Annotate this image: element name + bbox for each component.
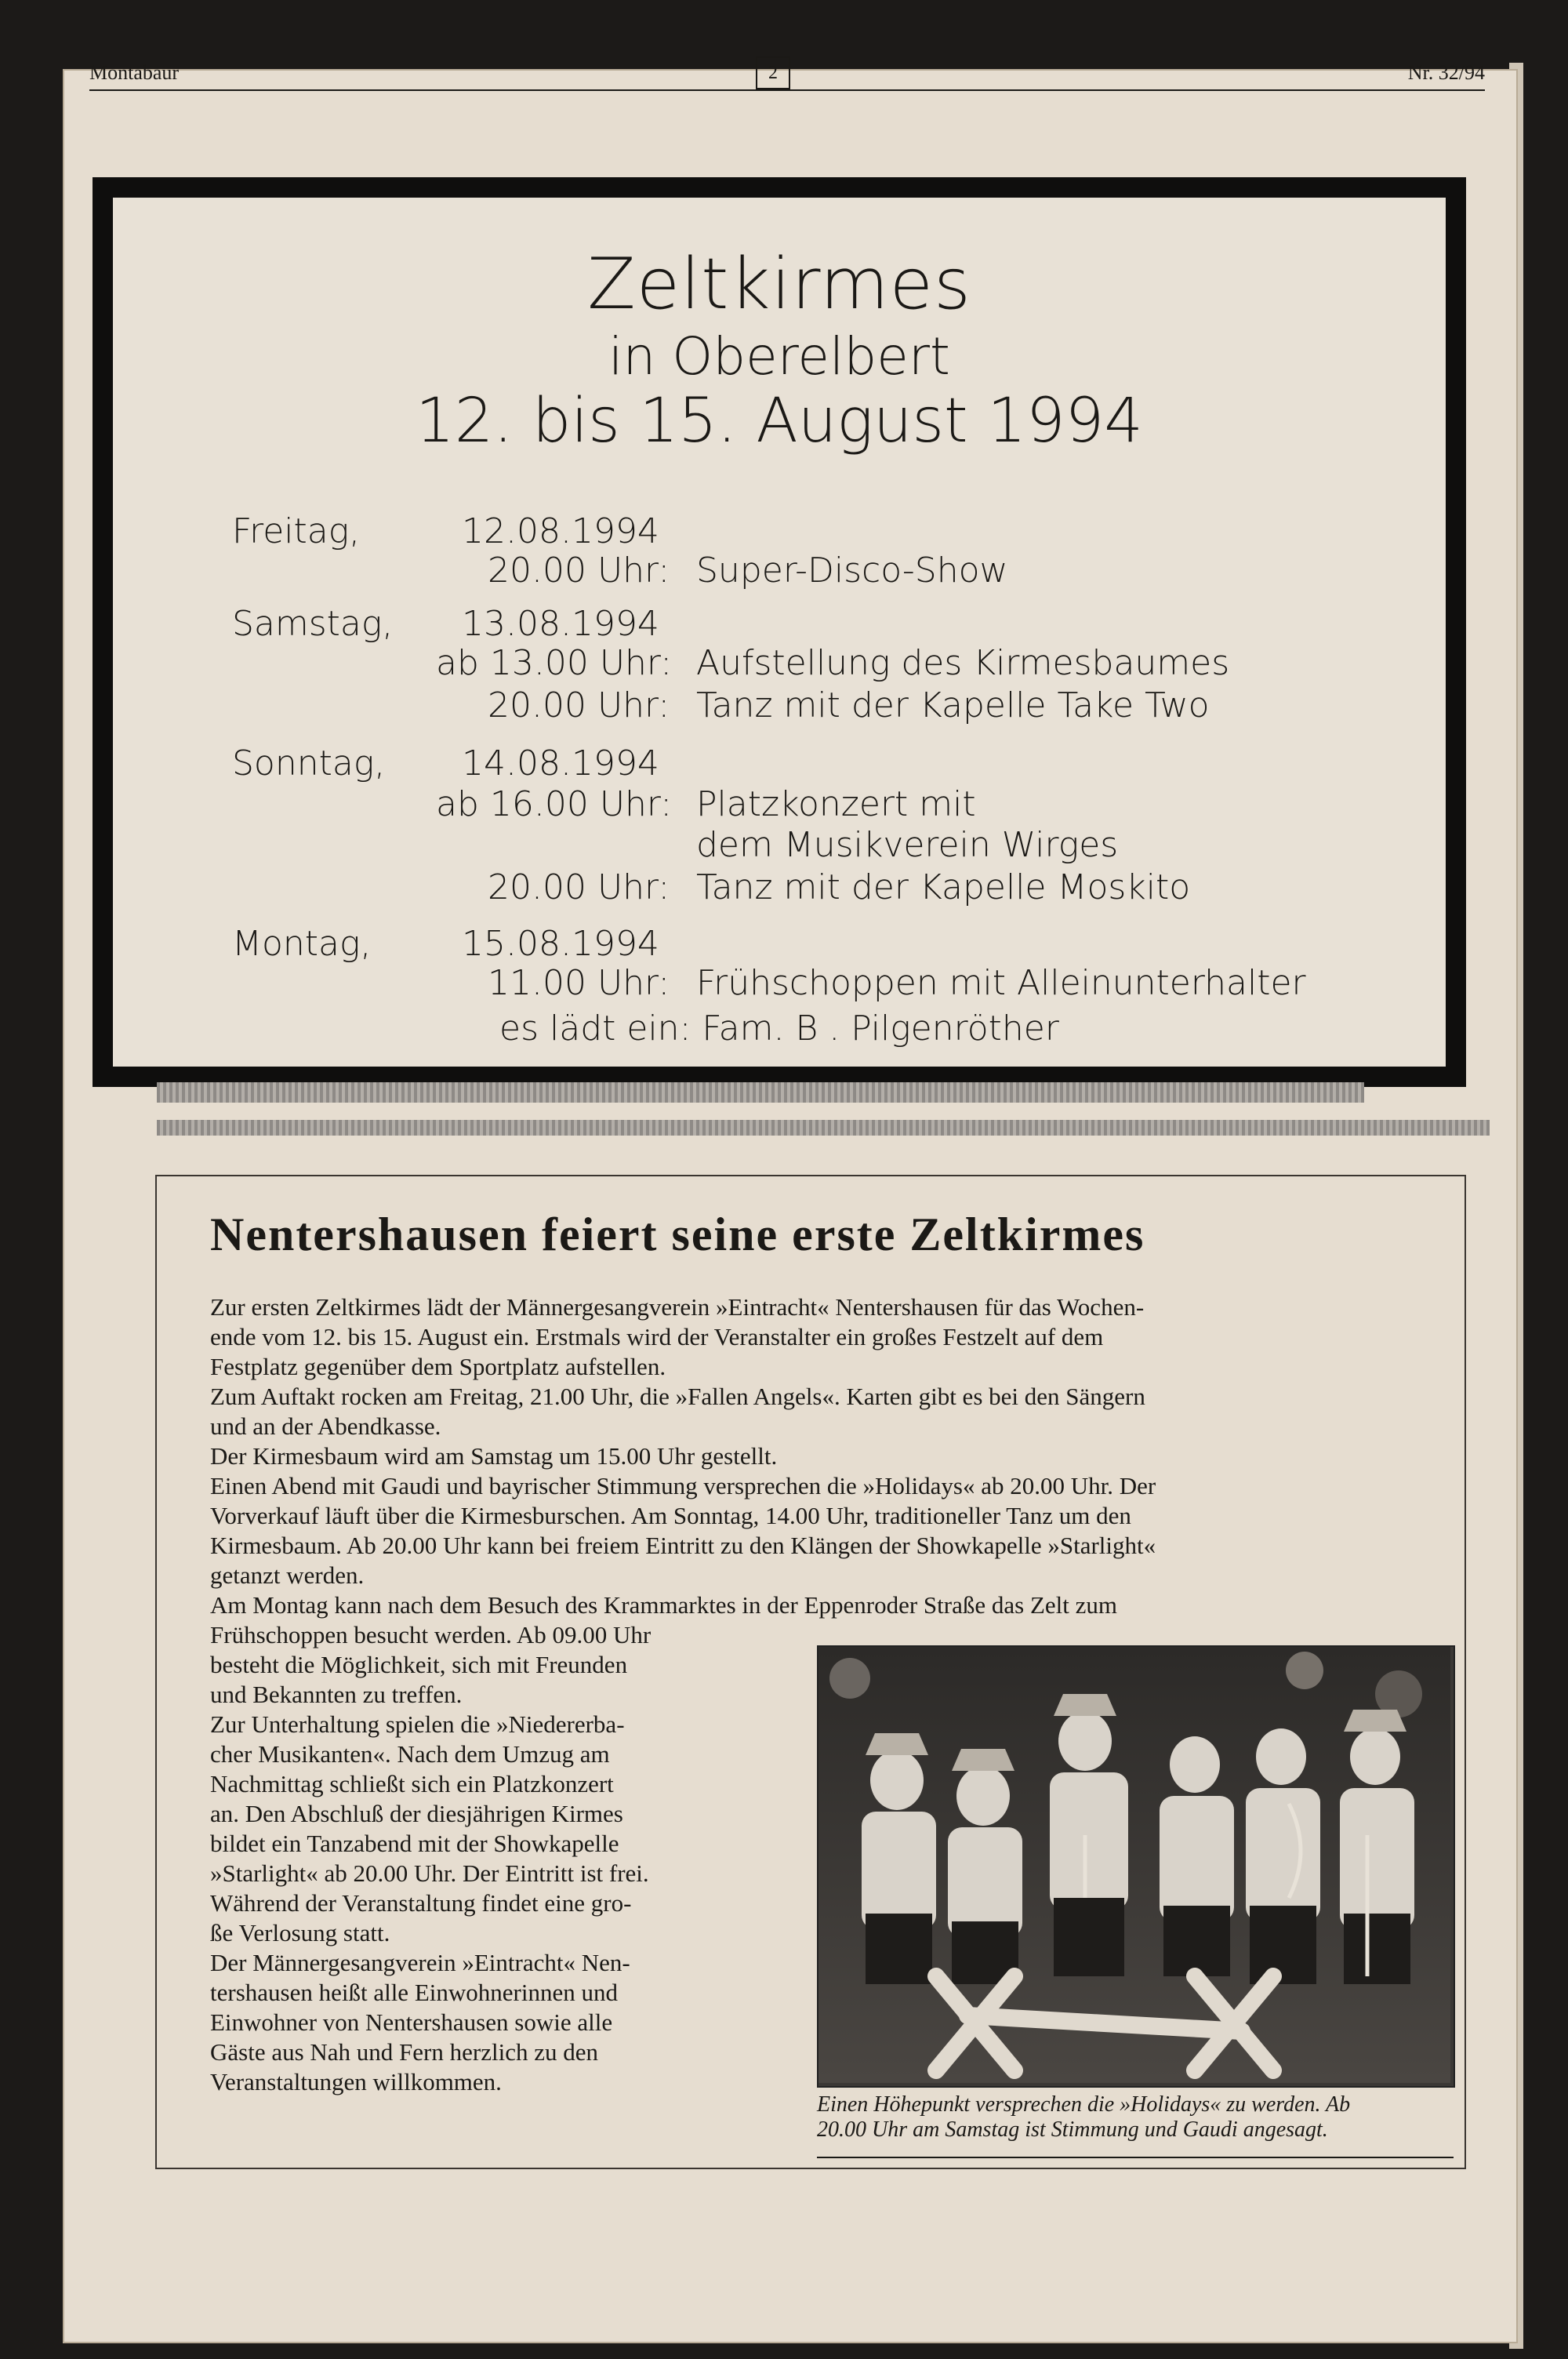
article-line: Einen Abend mit Gaudi und bayrischer Stimmung versprechen die »Holidays« ab 20.00 Uhr. Der xyxy=(210,1472,1156,1499)
header-issue: Nr. 32/94 xyxy=(1407,61,1485,84)
article-line: Am Montag kann nach dem Besuch des Krammarktes in der Eppenroder Straße das Zelt zum xyxy=(210,1591,1117,1619)
article-line: Frühschoppen besucht werden. Ab 09.00 Uhr xyxy=(210,1621,652,1648)
photo-caption xyxy=(817,2092,1452,2143)
article-line: Gäste aus Nah und Fern herzlich zu den xyxy=(210,2038,598,2066)
schedule-event: Frühschoppen mit Alleinunterhalter xyxy=(696,963,1306,1003)
ad-inner xyxy=(113,198,1446,1067)
schedule-time: 20.00 Uhr: xyxy=(488,551,670,591)
article-line: ende vom 12. bis 15. August ein. Erstmals wird der Veranstalter ein großes Festzelt auf dem xyxy=(210,1323,1104,1350)
article-line: und an der Abendkasse. xyxy=(210,1412,441,1440)
ad-invite: es lädt ein: Fam. B . Pilgenröther xyxy=(499,1009,1059,1049)
article-line: und Bekannten zu treffen. xyxy=(210,1681,463,1708)
article-line: an. Den Abschluß der diesjährigen Kirmes xyxy=(210,1800,623,1827)
article-line: Zur ersten Zeltkirmes lädt der Männergesangverein »Eintracht« Nentershausen für das Wochen- xyxy=(210,1293,1145,1321)
schedule-date: 12.08.1994 xyxy=(462,511,659,551)
header-page-number: 2 xyxy=(756,56,790,89)
schedule-event: Aufstellung des Kirmesbaumes xyxy=(696,643,1230,683)
schedule-event: Platzkonzert mit xyxy=(696,784,976,824)
schedule-date: 14.08.1994 xyxy=(462,743,659,783)
schedule-date: 13.08.1994 xyxy=(462,604,659,644)
band-photo xyxy=(817,1645,1455,2088)
zeltkirmes-ad xyxy=(93,177,1466,1087)
article-line: Veranstaltungen willkommen. xyxy=(210,2068,502,2095)
article-line: bildet ein Tanzabend mit der Showkapelle xyxy=(210,1830,619,1857)
schedule-day: Sonntag, xyxy=(232,743,386,783)
article-line: Der Männergesangverein »Eintracht« Nen- xyxy=(210,1949,630,1976)
article-line: besteht die Möglichkeit, sich mit Freunden xyxy=(210,1651,628,1678)
article-line: Zur Unterhaltung spielen die »Niedererba- xyxy=(210,1710,625,1738)
article-line: Vorverkauf läuft über die Kirmesburschen. Am Sonntag, 14.00 Uhr, traditioneller Tanz um den xyxy=(210,1502,1131,1529)
ad-bottom-stripe xyxy=(157,1082,1364,1103)
article-box xyxy=(155,1175,1466,2169)
schedule-time: 20.00 Uhr: xyxy=(488,685,670,725)
caption-line: 20.00 Uhr am Samstag ist Stimmung und Gaudi angesagt. xyxy=(817,2117,1328,2142)
ad-title: Zeltkirmes xyxy=(587,243,971,325)
ad-separator-stripe xyxy=(157,1120,1490,1136)
schedule-event: Tanz mit der Kapelle Moskito xyxy=(696,867,1191,907)
article-line: Kirmesbaum. Ab 20.00 Uhr kann bei freiem Eintritt zu den Klängen der Showkapelle »Starlight« xyxy=(210,1532,1156,1559)
schedule-date: 15.08.1994 xyxy=(462,924,659,964)
article-line: ße Verlosung statt. xyxy=(210,1919,390,1946)
header-rule xyxy=(89,89,1485,91)
schedule-event: dem Musikverein Wirges xyxy=(696,825,1119,865)
schedule-time: 20.00 Uhr: xyxy=(488,867,670,907)
schedule-time: ab 16.00 Uhr: xyxy=(436,784,673,824)
schedule-day: Montag, xyxy=(232,924,372,964)
header-place: Montabaur xyxy=(89,61,180,84)
schedule-event: Super-Disco-Show xyxy=(696,551,1008,591)
article-title: Nentershausen feiert seine erste Zeltkirmes xyxy=(210,1209,1145,1260)
band-photo-image xyxy=(818,1647,1450,2083)
article-line: Zum Auftakt rocken am Freitag, 21.00 Uhr, die »Fallen Angels«. Karten gibt es bei den Sängern xyxy=(210,1383,1145,1410)
article-line: Nachmittag schließt sich ein Platzkonzert xyxy=(210,1770,614,1797)
schedule-day: Samstag, xyxy=(232,604,394,644)
caption-rule xyxy=(817,2157,1454,2158)
article-line: Festplatz gegenüber dem Sportplatz aufstellen. xyxy=(210,1353,666,1380)
schedule-time: ab 13.00 Uhr: xyxy=(436,643,673,683)
caption-line: Einen Höhepunkt versprechen die »Holidays« zu werden. Ab xyxy=(817,2092,1351,2117)
article-line: Der Kirmesbaum wird am Samstag um 15.00 Uhr gestellt. xyxy=(210,1442,778,1470)
page-header xyxy=(89,61,1485,93)
schedule-event: Tanz mit der Kapelle Take Two xyxy=(696,685,1210,725)
article-line: cher Musikanten«. Nach dem Umzug am xyxy=(210,1740,610,1768)
schedule-day: Freitag, xyxy=(232,511,361,551)
article-line: Während der Veranstaltung findet eine gro- xyxy=(210,1889,632,1917)
article-line: tershausen heißt alle Einwohnerinnen und xyxy=(210,1979,618,2006)
article-line: getanzt werden. xyxy=(210,1561,365,1589)
article-line: »Starlight« ab 20.00 Uhr. Der Eintritt ist frei. xyxy=(210,1859,649,1887)
article-line: Einwohner von Nentershausen sowie alle xyxy=(210,2008,613,2036)
ad-dates: 12. bis 15. August 1994 xyxy=(416,386,1143,456)
ad-subtitle: in Oberelbert xyxy=(608,326,950,387)
schedule-time: 11.00 Uhr: xyxy=(488,963,670,1003)
